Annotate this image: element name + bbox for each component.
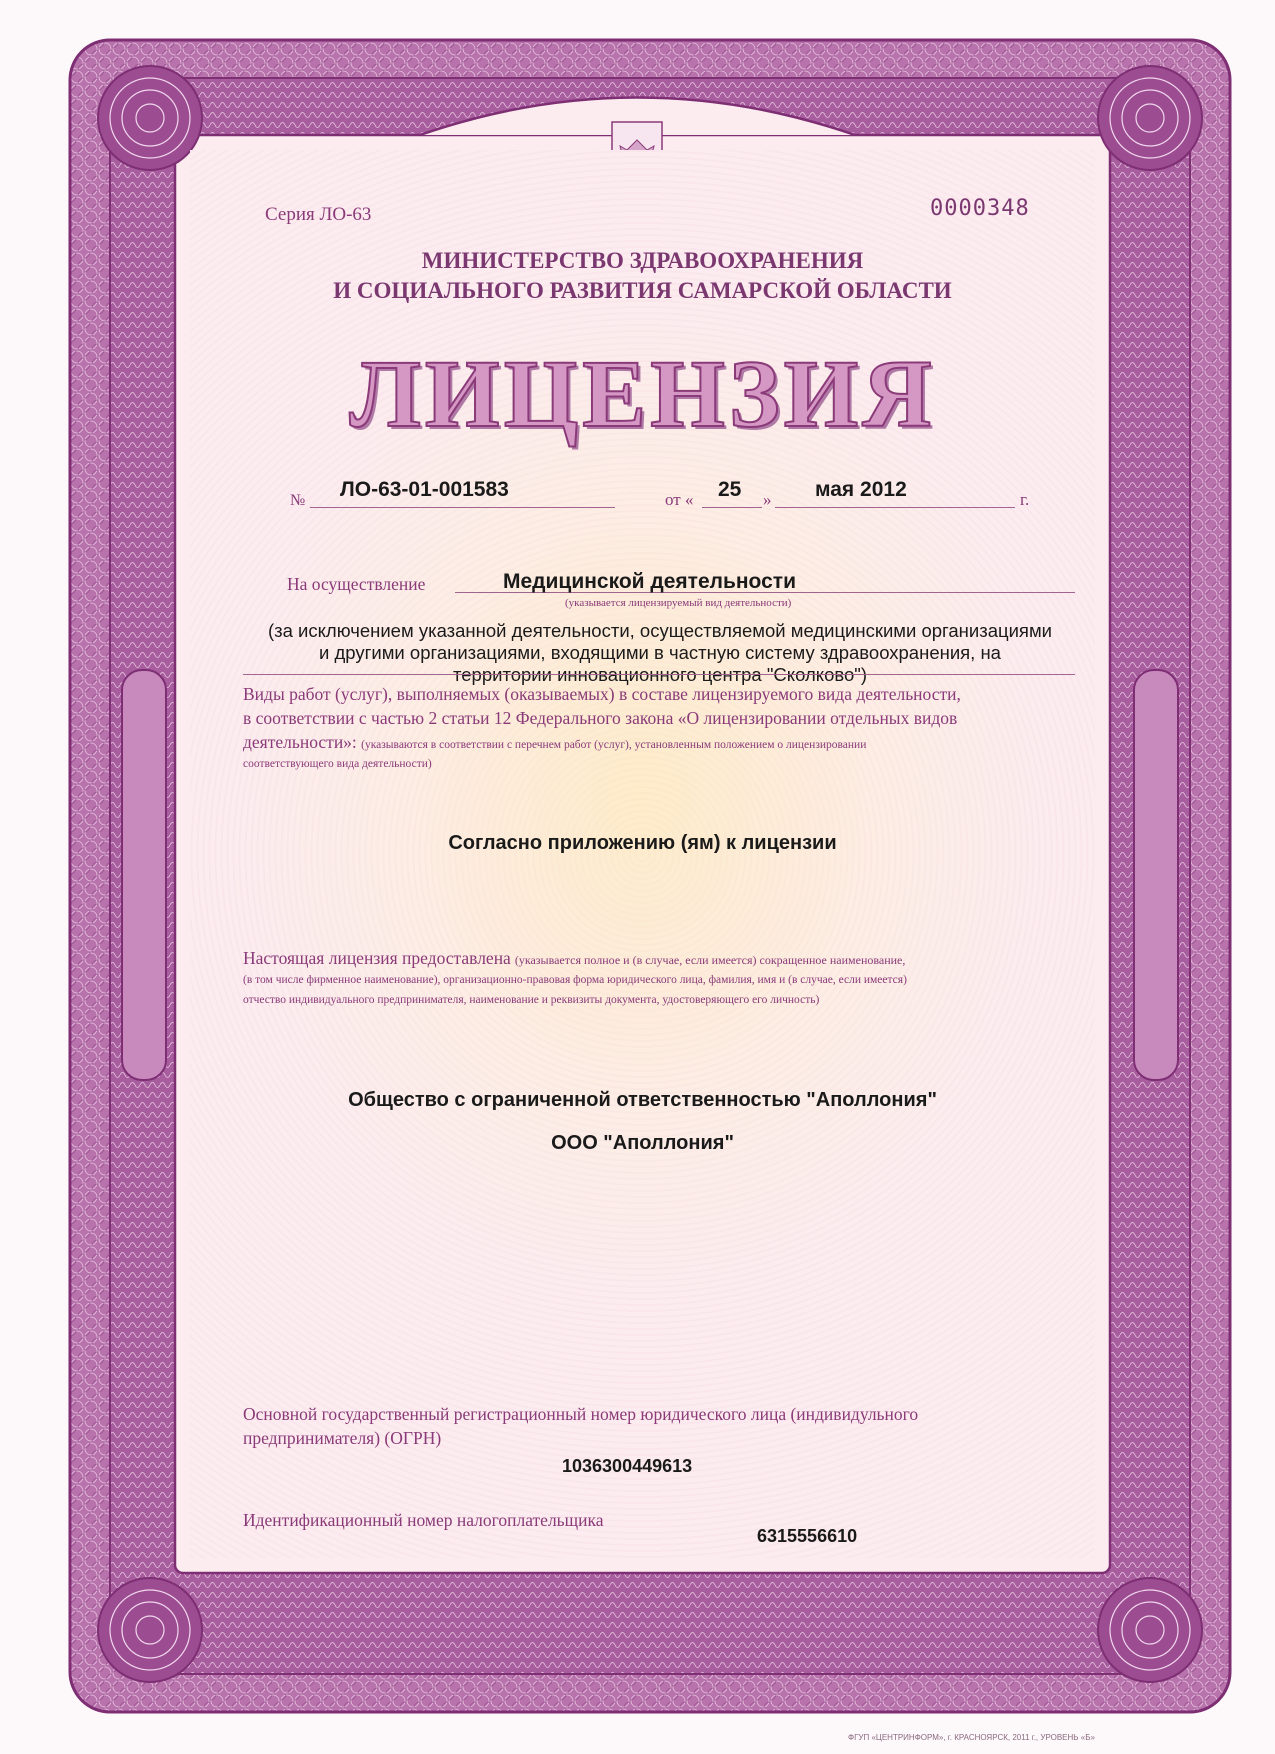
ogrn-label-line-1: Основной государственный регистрационный номер юридического лица (индивидульного: [243, 1404, 919, 1424]
inn-value: 6315556610: [757, 1526, 858, 1546]
license-month-year: мая 2012: [815, 478, 907, 501]
licensee-hint-3: отчество индивидуального предпринимателя, наименование и реквизиты документа, удостоверяющего его личность): [243, 994, 820, 1006]
works-line-2: в соответствии с частью 2 статьи 12 Федерального закона «О лицензировании отдельных видов: [243, 708, 958, 728]
license-day: 25: [718, 478, 742, 501]
works-line-4-hint: соответствующего вида деятельности): [243, 758, 432, 770]
works-line-1: Виды работ (услуг), выполняемых (оказываемых) в составе лицензируемого вида деятельности,: [243, 684, 961, 704]
ministry-line-2: И СОЦИАЛЬНОГО РАЗВИТИЯ САМАРСКОЙ ОБЛАСТИ: [333, 278, 952, 303]
number-underline: [310, 507, 615, 508]
licensee-line-1: [243, 946, 1081, 970]
ogrn-label-line-2: предпринимателя) (ОГРН): [243, 1428, 442, 1448]
works-line-3: [243, 730, 1078, 757]
licensee-short-name: ООО "Аполлония": [551, 1132, 734, 1154]
activity-hint: (указывается лицензируемый вид деятельности): [565, 597, 792, 609]
works-line-3-main: деятельности»:: [243, 732, 357, 752]
number-label: №: [290, 492, 306, 509]
ministry-line-1: МИНИСТЕРСТВО ЗДРАВООХРАНЕНИЯ: [421, 248, 864, 273]
document-title: ЛИЦЕНЗИЯ: [349, 340, 936, 447]
exclusion-line-2: и другими организациями, входящими в частную систему здравоохранения, на: [319, 642, 1001, 663]
series-label: Серия ЛО-63: [265, 204, 372, 225]
licensee-description: [243, 946, 1081, 1010]
ogrn-label: [243, 1402, 1088, 1450]
left-side-medallion: [122, 670, 166, 1080]
licensee-full-name: Общество с ограниченной ответственностью "Аполлония": [348, 1089, 937, 1111]
ogrn-value: 1036300449613: [562, 1456, 693, 1476]
licensee-hint-2: (в том числе фирменное наименование), организационно-правовая форма юридического лица, фамилия, имя и (в случае, если имеется): [243, 974, 907, 986]
inn-label: Идентификационный номер налогоплательщика: [243, 1510, 604, 1530]
works-description: [243, 682, 1078, 771]
month-underline: [775, 507, 1015, 508]
works-value: Согласно приложению (ям) к лицензии: [448, 832, 837, 854]
exclusion-underline: [243, 674, 1075, 675]
activity-exclusion: [190, 620, 1130, 686]
day-underline: [702, 507, 762, 508]
serial-number: 0000348: [930, 196, 1030, 221]
licensee-label-main: Настоящая лицензия предоставлена: [243, 948, 511, 968]
licensee-hint-1: (указывается полное и (в случае, если имеется) сокращенное наименование,: [514, 953, 906, 967]
exclusion-line-3: территории инновационного центра "Сколково"): [452, 664, 867, 685]
works-line-3-hint: (указываются в соответствии с перечнем работ (услуг), установленным положением о лицензировании: [361, 739, 867, 751]
year-suffix: г.: [1020, 490, 1030, 509]
exclusion-line-1: (за исключением указанной деятельности, осуществляемой медицинскими организациями: [267, 620, 1053, 641]
date-from-label: от «: [665, 490, 694, 509]
activity-value: Медицинской деятельности: [503, 570, 796, 593]
right-side-medallion: [1134, 670, 1178, 1080]
license-number: ЛО-63-01-001583: [340, 478, 509, 501]
day-close-quote: »: [763, 490, 772, 509]
activity-label: На осуществление: [287, 574, 426, 594]
printer-note: ФГУП «ЦЕНТРИНФОРМ», г. КРАСНОЯРСК, 2011 г., УРОВЕНЬ «Б»: [848, 1733, 1095, 1742]
